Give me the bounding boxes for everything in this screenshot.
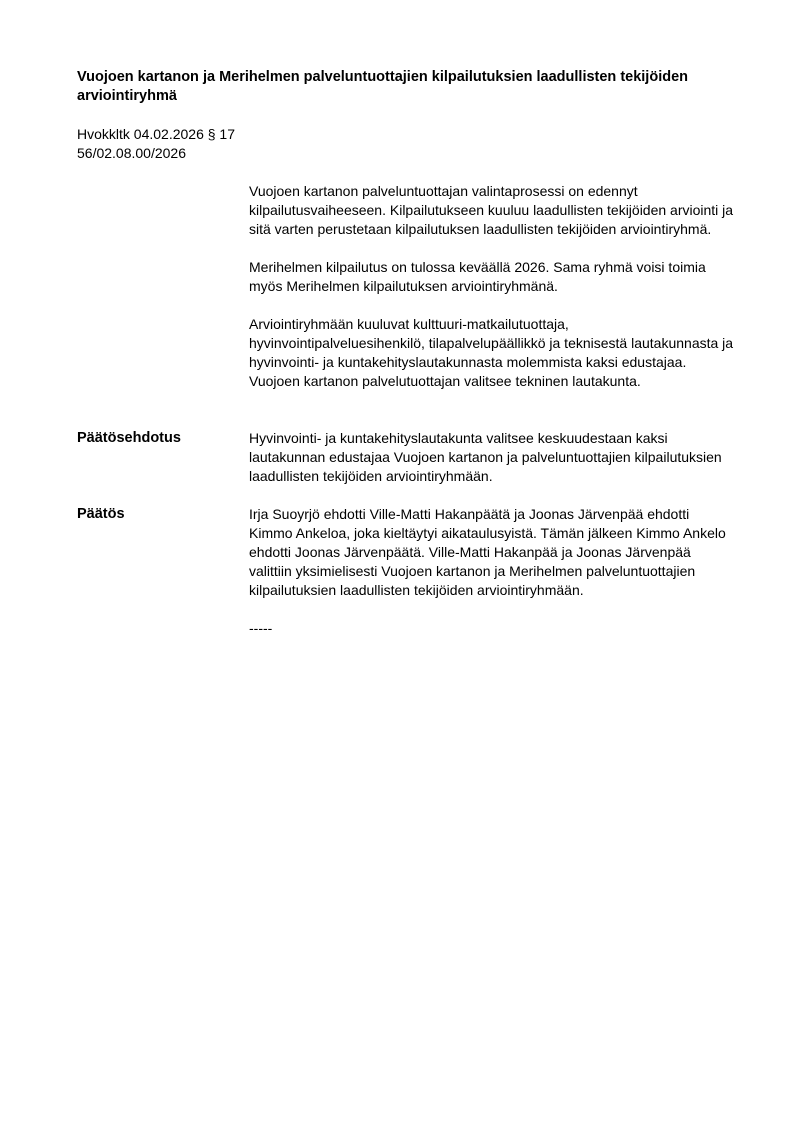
decision-label: Päätös: [77, 506, 125, 522]
decision-text: Irja Suoyrjö ehdotti Ville-Matti Hakanpäätä ja Joonas Järvenpää ehdotti Kimmo Ankeloa, joka kieltäytyi aikataulusyistä. Tämän jälkeen Kimmo Ankelo ehdotti Joonas Järvenpäätä. Ville-Matti Hakanpää ja Joonas Järvenpää valittiin yksimielisesti Vuojoen kartanon ja Merihelmen palveluntuottajien kilpailutuksien laadullisten tekijöiden arviointiryhmään.: [249, 506, 726, 598]
document-title: Vuojoen kartanon ja Merihelmen palveluntuottajien kilpailutuksien laadullisten tekijöiden arviointiryhmä: [77, 69, 688, 104]
background-section: [249, 182, 734, 391]
background-paragraph: Merihelmen kilpailutus on tulossa keväällä 2026. Sama ryhmä voisi toimia myös Merihelmen kilpailutuksen arviointiryhmänä.: [249, 259, 706, 294]
decision-content: [249, 505, 734, 638]
proposal-label: Päätösehdotus: [77, 430, 181, 446]
proposal-section: [77, 429, 737, 486]
document-page: [77, 68, 737, 657]
proposal-text: Hyvinvointi- ja kuntakehityslautakunta valitsee keskuudestaan kaksi lautakunnan edustajaa Vuojoen kartanon ja palveluntuottajien kilpailutuksien laadullisten tekijöiden arviointiryhmään.: [249, 430, 722, 484]
record-number: 56/02.08.00/2026: [77, 145, 186, 161]
meeting-reference: Hvokkltk 04.02.2026 § 17: [77, 126, 235, 142]
document-meta: [77, 125, 737, 163]
end-marker: -----: [249, 620, 273, 636]
background-paragraph: Arviointiryhmään kuuluvat kulttuuri-matkailutuottaja, hyvinvointipalveluesihenkilö, tilapalvelupäällikkö ja teknisestä lautakunnasta ja hyvinvointi- ja kuntakehityslautakunnasta molemmista kaksi edustajaa. Vuojoen kartanon palvelutuottajan valitsee tekninen lautakunta.: [249, 316, 734, 389]
section-spacer: [77, 410, 737, 429]
decision-section: [77, 505, 737, 638]
background-paragraph: Vuojoen kartanon palveluntuottajan valintaprosessi on edennyt kilpailutusvaiheeseen. Kilpailutukseen kuuluu laadullisten tekijöiden arviointi ja sitä varten perustetaan kilpailutuksen laadullisten tekijöiden arviointiryhmä.: [249, 183, 734, 237]
